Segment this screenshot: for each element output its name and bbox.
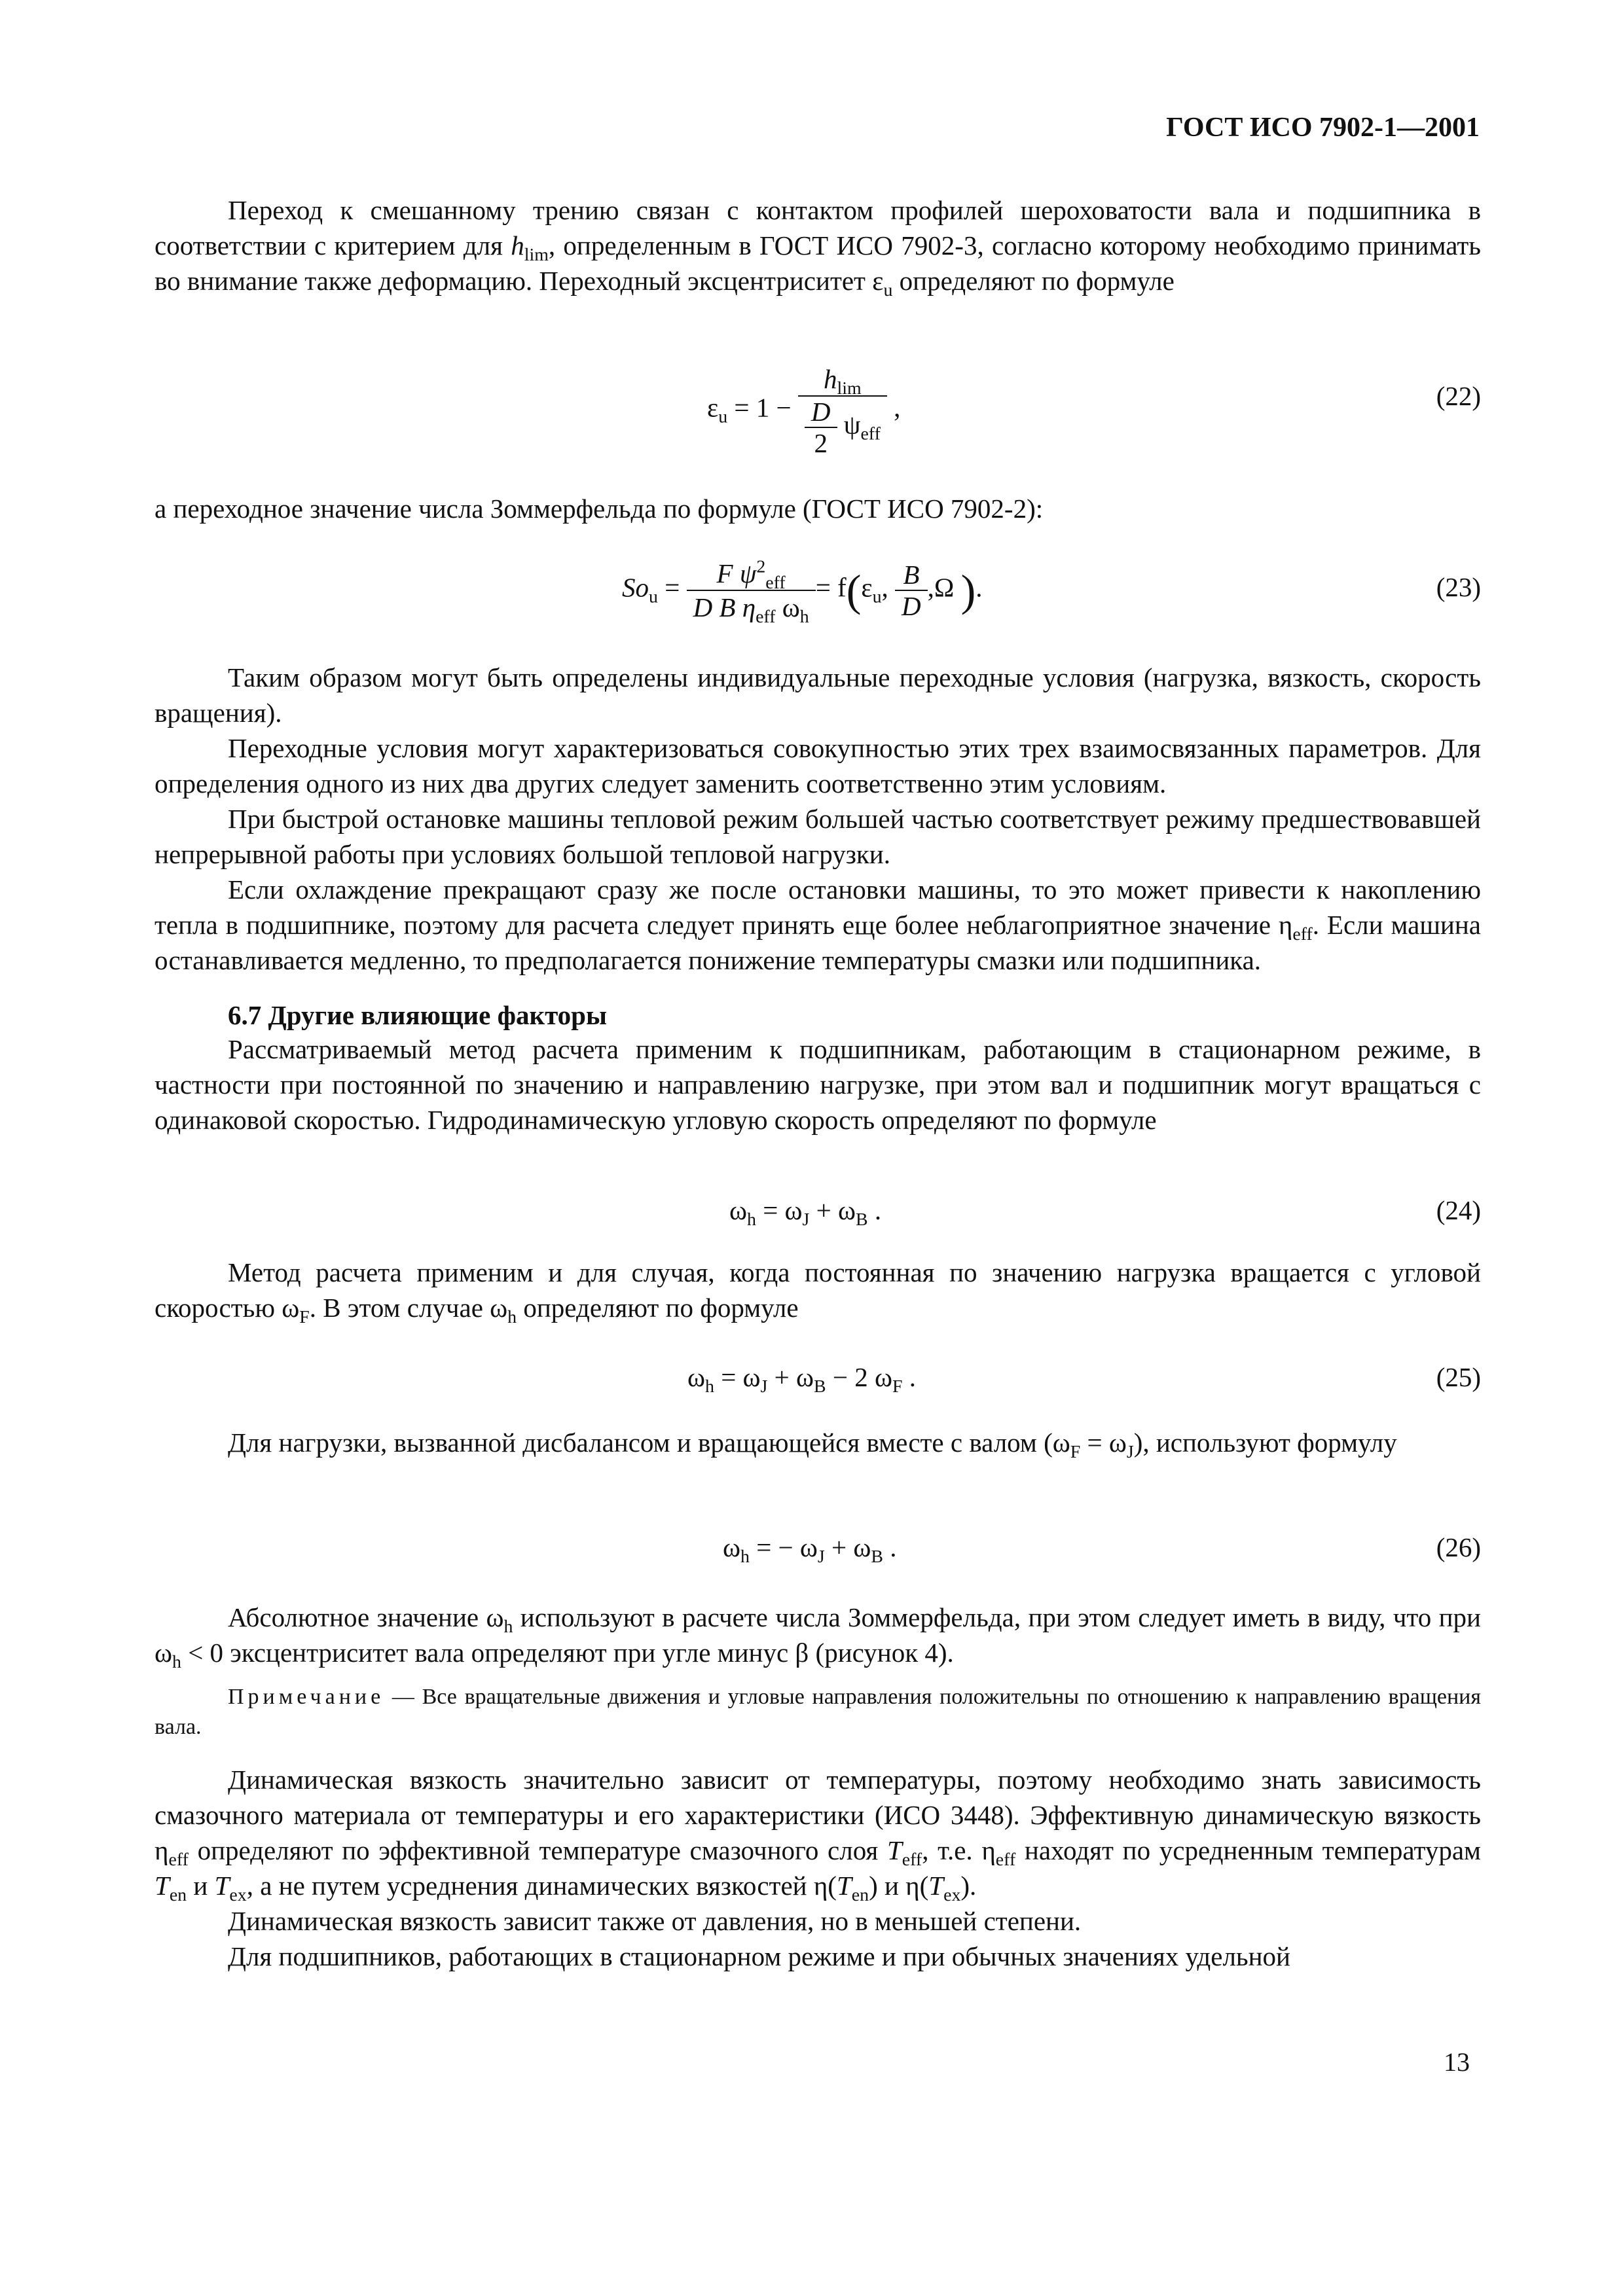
paragraph-imbalance-load: Для нагрузки, вызванной дисбалансом и вращающейся вместе с валом $(\omega_F = \omega_J)$, используют формулу <box>228 1427 1397 1462</box>
document-header: ГОСТ ИСО 7902-1—2001 <box>1166 113 1480 143</box>
fraction-23: $\frac{F \psi^2_{eff}}{D B \eta_{eff} \omega_h}$ <box>687 558 816 622</box>
fraction-22: $h_{lim}$ $\frac{D}{2}$ $\psi_{eff}$ <box>798 364 887 457</box>
equation-24: $\omega_h = \omega_J + \omega_B$ . <box>729 1195 882 1230</box>
paragraph-pressure-dependence: Динамическая вязкость зависит также от давления, но в меньшей степени. <box>228 1906 1082 1936</box>
equation-number-24: (24) <box>1436 1195 1481 1225</box>
equation-26: $\omega_h$ = − $\omega_J + \omega_B$ . <box>723 1532 897 1567</box>
note: Примечание — Все вращательные движения и угловые направления положительны по отношению к направлению вращения вала. <box>155 1685 1481 1739</box>
paragraph-transition-conditions: Таким образом могут быть определены индивидуальные переходные условия (нагрузка, вязкость, скорость вращения). <box>155 662 1481 728</box>
paragraph-method-applicability: Рассматриваемый метод расчета применим к подшипникам, работающим в стационарном режиме, в частности при постоянной по значению и направлению нагрузке, при этом вал и подшипник могут вращаться с одинаковой скоростью. Гидродинамическую угловую скорость определяют по формуле <box>155 1034 1481 1135</box>
paragraph-cooling: Если охлаждение прекращают сразу же после остановки машины, то это может привести к накоплению тепла в подшипнике, поэтому для расчета следует принять еще более неблагоприятное значение $\eta_{eff}$. Если машина останавливается медленно, то предполагается понижение температуры смазки или подшипника. <box>155 874 1481 975</box>
paragraph-mixed-friction: Переход к смешанному трению связан с контактом профилей шероховатости вала и подшипника в соответствии с критерием для $h_{lim}$, определенным в ГОСТ ИСО 7902-3, согласно которому необходимо принимать во внимание также деформацию. Переходный эксцентриситет $\varepsilon_u$ определяют по формуле <box>155 195 1481 300</box>
equation-number-26: (26) <box>1436 1532 1481 1562</box>
page-number: 13 <box>1444 2047 1470 2077</box>
equation-number-25: (25) <box>1436 1362 1481 1392</box>
transition-paragraphs <box>155 660 1481 978</box>
viscosity-paragraphs <box>155 1762 1481 1974</box>
paragraph-dynamic-viscosity: Динамическая вязкость значительно зависит от температуры, поэтому необходимо знать зависимость смазочного материала от температуры и его характеристики (ИСО 3448). Эффективную динамическую вязкость $\eta_{eff}$ определяют по эффективной температуре смазочного слоя $T_{eff}$, т.е. $\eta_{eff}$ находят по усредненным температурам $T_{en}$ и $T_{ex}$, а не путем усреднения динамических вязкостей $\eta(T_{en})$ и $\eta(T_{ex})$. <box>155 1765 1482 1905</box>
paragraph-sommerfeld-intro: а переходное значение числа Зоммерфельда по формуле (ГОСТ ИСО 7902-2): <box>155 493 1044 524</box>
equation-number-23: (23) <box>1436 572 1481 602</box>
paragraph-absolute-value: Абсолютное значение $\omega_h$ используют в расчете числа Зоммерфельда, при этом следует иметь в виду, что при $\omega_h < 0$ эксцентриситет вала определяют при угле минус β (рисунок 4). <box>155 1602 1481 1672</box>
note-label: Примечание <box>228 1685 385 1709</box>
equation-22: $\varepsilon_u = 1$ − $h_{lim}$ $\frac{D}{2}$ $\psi_{eff}$ , <box>707 364 901 458</box>
equation-23: $So_u$ = $\frac{F \psi^2_{eff}}{D B \eta_{eff} \omega_h}$ = $f(\varepsilon_u$, $\frac{B}{D}$ ,Ω ). <box>622 556 983 627</box>
equation-25: $\omega_h = \omega_J + \omega_B - 2$ $\omega_F$ . <box>687 1362 916 1397</box>
paragraph-rotating-load: Метод расчета применим и для случая, когда постоянная по значению нагрузка вращается с угловой скоростью $\omega_F$. В этом случае $\omega_h$ определяют по формуле <box>155 1257 1481 1327</box>
section-heading-6-7: 6.7 Другие влияющие факторы <box>228 1000 607 1030</box>
equation-number-22: (22) <box>1436 381 1481 411</box>
paragraph-rapid-stop: При быстрой остановке машины тепловой режим большей частью соответствует режиму предшествовавшей непрерывной работы при условиях большой тепловой нагрузки. <box>155 804 1481 869</box>
paragraph-transition-parameters: Переходные условия могут характеризоваться совокупностью этих трех взаимосвязанных параметров. Для определения одного из них два других следует заменить соответственно этим условиям. <box>155 733 1481 798</box>
paragraph-stationary-bearings: Для подшипников, работающих в стационарном режиме и при обычных значениях удельной <box>228 1941 1290 1971</box>
